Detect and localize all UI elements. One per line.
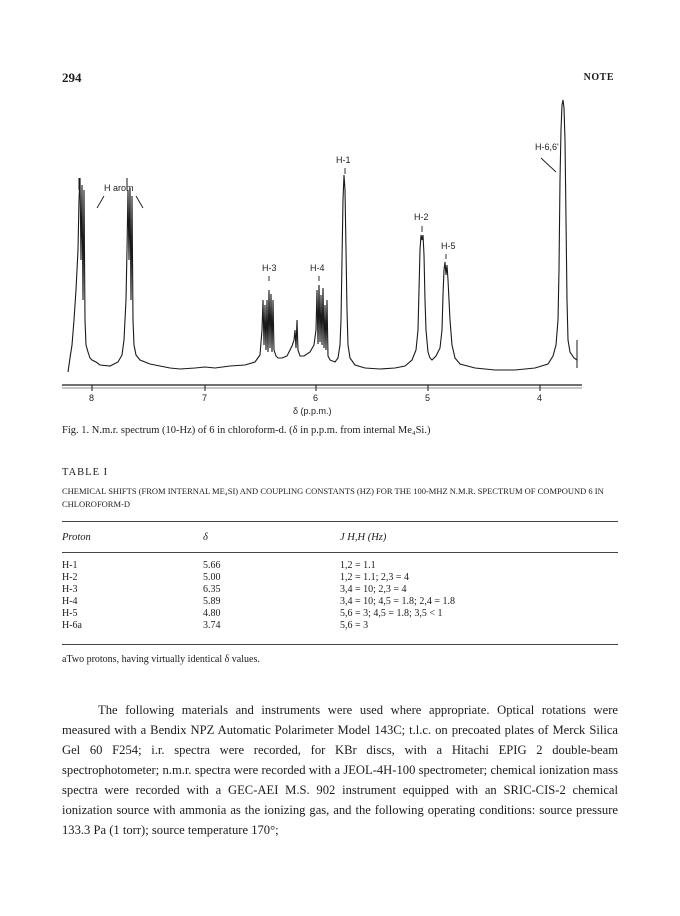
cell-delta: 4.80	[203, 608, 221, 619]
x-axis-title: δ (p.p.m.)	[293, 406, 332, 416]
peak-label-h-arom: H arom	[104, 183, 134, 193]
table-header-rule	[62, 552, 618, 553]
peak-label-h66: H-6,6'	[535, 142, 559, 152]
cell-delta: 5.66	[203, 560, 221, 571]
table-label: TABLE I	[62, 467, 109, 478]
running-head: NOTE	[583, 72, 614, 83]
cell-proton: H-4	[62, 596, 78, 607]
cell-proton: H-2	[62, 572, 78, 583]
cell-coupling: 5,6 = 3	[340, 620, 369, 631]
peak-label-h2: H-2	[414, 212, 429, 222]
x-tick-label-4: 4	[537, 393, 543, 403]
cell-proton: H-1	[62, 560, 78, 571]
x-tick-label-5: 5	[425, 393, 431, 403]
peak-label-h5: H-5	[441, 241, 456, 251]
table-footnote: aTwo protons, having virtually identical δ values.	[62, 654, 260, 665]
page-number: 294	[62, 70, 82, 85]
cell-delta: 5.89	[203, 596, 221, 607]
column-header-delta: δ	[203, 532, 208, 543]
x-tick-label-7: 7	[202, 393, 208, 403]
body-paragraph: The following materials and instruments were used where appropriate. Optical rotations were measured with a Bendix NPZ Automatic Polarimeter Model 143C; t.l.c. on precoated plates of Merck Silica Gel 60 F254; i.r. spectra were recorded, for KBr discs, with a Hitachi EPIG 2 double-beam spectrophotometer; n.m.r. spectra were recorded with a JEOL-4H-100 spectrometer; chemical ionization mass spectra were recorded with a GEC-AEI M.S. 902 instrument equipped with an SRIC-CIS-2 chemical ionization source with ammonia as the ionizing gas, and the following operating conditions: source pressure 133.3 Pa (1 torr); source temperature 170°;	[62, 703, 618, 837]
table-top-rule	[62, 521, 618, 522]
cell-proton: H-5	[62, 608, 78, 619]
cell-coupling: 3,4 = 10; 2,3 = 4	[340, 584, 407, 595]
body-text	[62, 700, 618, 840]
x-tick-label-6: 6	[313, 393, 319, 403]
cell-delta: 3.74	[203, 620, 221, 631]
column-header-proton: Proton	[62, 532, 91, 543]
table-title: CHEMICAL SHIFTS (FROM INTERNAL ME₄SI) AND COUPLING CONSTANTS (HZ) FOR THE 100-MHZ N.M.R. SPECTRUM OF COMPOUND 6 IN CHLOROFORM-D	[62, 486, 604, 509]
cell-coupling: 5,6 = 3; 4,5 = 1.8; 3,5 < 1	[340, 608, 443, 619]
cell-delta: 6.35	[203, 584, 221, 595]
peak-label-h3: H-3	[262, 263, 277, 273]
x-tick-label-8: 8	[89, 393, 95, 403]
cell-coupling: 1,2 = 1.1	[340, 560, 376, 571]
table-bottom-rule	[62, 644, 618, 645]
nmr-spectrum-figure	[0, 0, 680, 440]
cell-delta: 5.00	[203, 572, 221, 583]
peak-label-h4: H-4	[310, 263, 325, 273]
column-header-coupling: J H,H (Hz)	[340, 532, 387, 543]
peak-label-h1: H-1	[336, 155, 351, 165]
cell-coupling: 3,4 = 10; 4,5 = 1.8; 2,4 = 1.8	[340, 596, 455, 607]
cell-proton: H-3	[62, 584, 78, 595]
spectrum-trace	[68, 100, 577, 372]
cell-coupling: 1,2 = 1.1; 2,3 = 4	[340, 572, 410, 583]
figure-caption: Fig. 1. N.m.r. spectrum (10-Hz) of 6 in chloroform-d. (δ in p.p.m. from internal Me₄Si.)	[62, 425, 431, 436]
cell-proton: H-6a	[62, 620, 82, 631]
